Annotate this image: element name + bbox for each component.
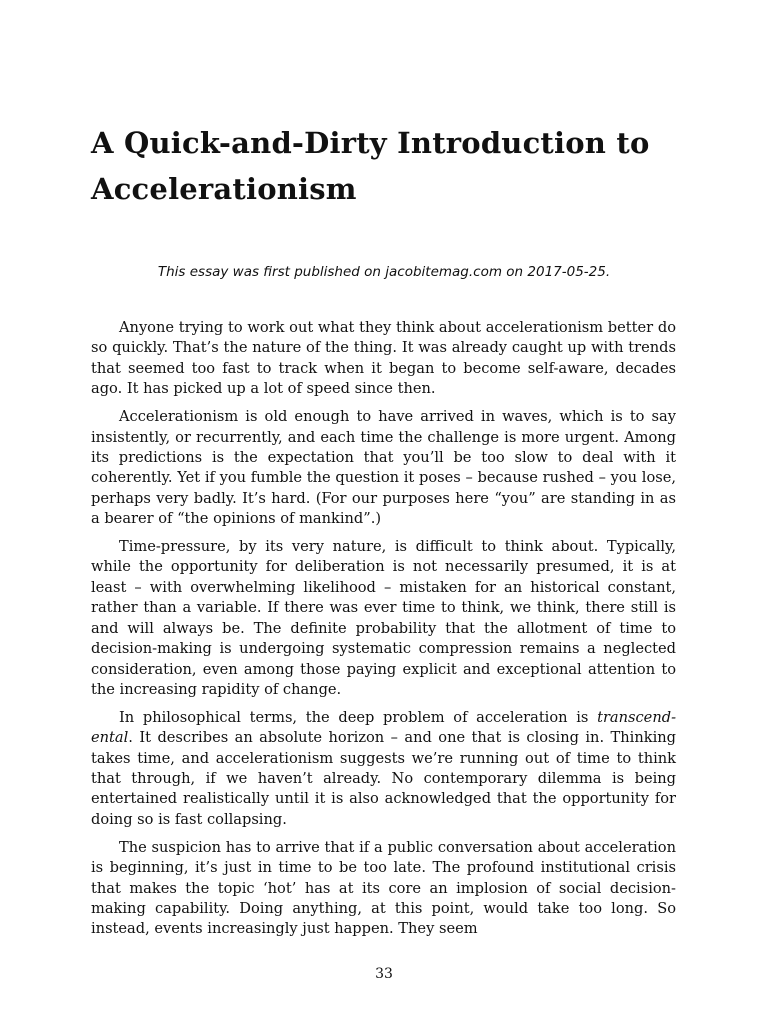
paragraph-5: The suspicion has to arrive that if a public conversation about acceleration is beginning, it’s just in time to be too late. The profound institutional crisis that makes the topic ‘hot’ has at its core an implosion of social decision-making capability. Doing anything, at this point, would take too long. So instead, events increasingly just happen. They seem: [91, 838, 676, 938]
page-number: 33: [375, 966, 393, 982]
paragraph-4-emphasis: transcendental: [91, 708, 676, 747]
paragraph-4-lead: In philosophical terms, the deep problem of acceleration is: [119, 708, 598, 726]
paragraph-4-rest: . It describes an absolute horizon – and one that is closing in. Thinking takes time, and accelerationism suggests we’re running out of time to think that through, if we haven’t already. No contemporary dilemma is being entertained realistically until it is also acknowledged that the opportunity for doing so is fast collapsing.: [91, 729, 676, 828]
paragraph-4: [91, 708, 676, 830]
paragraph-1: Anyone trying to work out what they think about accelerationism better do so quickly. That’s the nature of the thing. It was already caught up with trends that seemed too fast to track when it began to become self-aware, decades ago. It has picked up a lot of speed since then.: [91, 319, 676, 398]
paragraph-3: Time-pressure, by its very nature, is difficult to think about. Typically, while the opportunity for deliberation is not necessarily presumed, it is at least – with overwhelming likelihood – mistaken for an historical constant, rather than a variable. If there was ever time to think, we think, there still is and will always be. The definite probability that the allotment of time to decision-making is undergoing systematic compression remains a neglected consideration, even among those paying explicit and exceptional attention to the increasing rapidity of change.: [91, 538, 676, 698]
chapter-title: A Quick-and-Dirty Introduction to Accelerationism: [91, 126, 650, 206]
essay-body: [91, 318, 676, 947]
publication-note: This essay was first published on jacobitemag.com on 2017-05-25.: [157, 264, 611, 280]
paragraph-2: Accelerationism is old enough to have arrived in waves, which is to say insistently, or recurrently, and each time the challenge is more urgent. Among its predictions is the expectation that you’ll be too slow to deal with it coherently. Yet if you fumble the question it poses – because rushed – you lose, perhaps very badly. It’s hard. (For our purposes here “you” are standing in as a bearer of “the opinions of mankind”.): [91, 408, 676, 528]
